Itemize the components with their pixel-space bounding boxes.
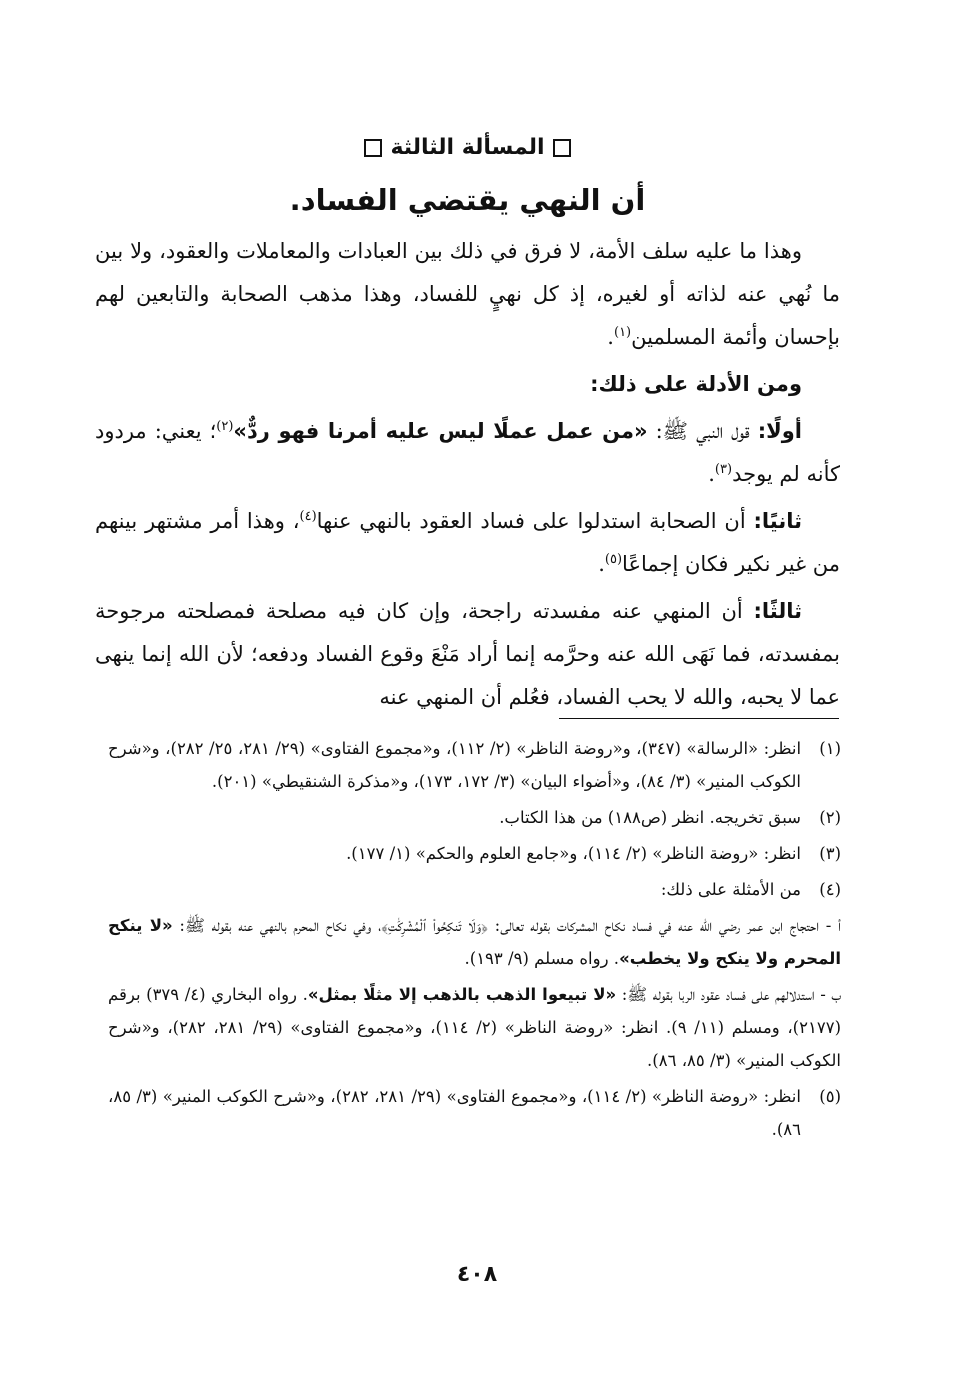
footnote-number: (١) [819, 739, 841, 758]
footnote-number: (٢) [819, 808, 841, 827]
section-label-text: المسألة الثالثة [390, 135, 545, 160]
footnote-text: سبق تخريجه. انظر (ص١٨٨) من هذا الكتاب. [499, 808, 801, 827]
main-text [95, 128, 840, 723]
footnote-number: (٣) [819, 844, 841, 863]
second-label: ثانيًا: [753, 509, 803, 533]
footnote-subitem [108, 978, 841, 1077]
first-label: أولًا: [757, 419, 802, 443]
subitem-hadith: «لا تبيعوا الذهب بالذهب إلا مثلًا بمثل» [307, 985, 617, 1004]
footnote-text: انظر: «الرسالة» (٣٤٧)، و«روضة الناظر» (٢/ ١١٢)، و«مجموع الفتاوى» (٢٩/ ٢٨١، ٢٥/ ٢٨٢)، و«شرح الكوكب المنير» (٣/ ٨٤)، و«أضواء البيان» (٣/ ١٧٢، ١٧٣)، و«مذكرة الشنقيطي» (٢٠١). [108, 739, 802, 791]
subitem-hadith: «لا ينكح المحرم ولا ينكح ولا يخطب» [108, 916, 841, 968]
footnote-item [108, 801, 841, 834]
subitem-text: ب - استدلالهم على فساد عقود الربا بقوله ﷺ: [616, 985, 842, 1004]
footnote-number: (٤) [819, 880, 841, 899]
evidence-heading: ومن الأدلة على ذلك: [590, 372, 802, 396]
subitem-text: أ - احتجاج ابن عمر رضي الله عنه في فساد نكاح المشركات بقوله تعالى: ﴿وَلَا تَنكِحُوا۟ ٱلْمُشْرِكَٰتِ﴾، وفي نكاح المحرم بالنهي عنه بقوله ﷺ: [172, 916, 841, 935]
third-evidence [95, 590, 840, 719]
first-hadith: «من عمل عملًا ليس عليه أمرنا فهو ردٌّ» [233, 419, 648, 443]
square-bullet-icon [553, 139, 571, 157]
footnote-ref: (٤) [299, 509, 317, 524]
second-evidence [95, 500, 840, 586]
footnote-item [108, 837, 841, 870]
subitem-end: . رواه مسلم (٩/ ١٩٣). [464, 949, 620, 968]
intro-text: وهذا ما عليه سلف الأمة، لا فرق في ذلك بين العبادات والمعاملات والعقود، ولا بين ما نُهي عنه لذاته أو لغيره، إذ كل نهيٍ للفساد، وهذا مذهب الصحابة والتابعين لهم بإحسان وأئمة المسلمين [95, 239, 840, 349]
footnote-divider [559, 718, 839, 719]
second-end: . [598, 552, 605, 576]
intro-paragraph [95, 230, 840, 359]
square-bullet-icon [364, 139, 382, 157]
footnote-ref: (٥) [604, 552, 623, 567]
third-label: ثالثًا: [753, 599, 802, 623]
third-text: أن المنهي عنه مفسدته راجحة، وإن كان فيه مصلحة فمصلحته مرجوحة بمفسدته، فما نَهَى الله عنه وحرَّمه إنما أراد مَنْعَ وقوع الفساد ودفعه؛ لأن الله إنما ينهى عما لا يحبه، والله لا يحب الفساد، فعُلم أن المنهي عنه [95, 599, 840, 709]
footnote-text: من الأمثلة على ذلك: [660, 880, 801, 899]
footnote-number: (٥) [819, 1087, 841, 1106]
footnote-text: انظر: «روضة الناظر» (٢/ ١١٤)، و«جامع العلوم والحكم» (١/ ١٧٧). [346, 844, 801, 863]
page-title: أن النهي يقتضي الفساد. [289, 183, 646, 217]
footnote-item [108, 873, 841, 906]
subitem-end: . رواه البخاري (٤/ ٣٧٩) برقم (٢١٧٧)، ومسلم (١١/ ٩). انظر: «روضة الناظر» (٢/ ١١٤)، و«مجموع الفتاوى» (٢٩/ ٢٨١، ٢٨٢)، و«شرح الكوكب المنير» (٣/ ٨٥، ٨٦). [108, 985, 842, 1070]
first-text: قول النبي ﷺ: [647, 419, 758, 443]
first-rest: ؛ يعني: مردود كأنه لم يوجد [95, 419, 840, 486]
footnote-text: انظر: «روضة الناظر» (٢/ ١١٤)، و«مجموع الفتاوى» (٢٩/ ٢٨١، ٢٨٢)، و«شرح الكوكب المنير» (٣/ ٨٥، ٨٦). [108, 1087, 801, 1139]
section-label [95, 128, 840, 168]
footnote-item [108, 1080, 841, 1146]
second-rest: ، وهذا أمر مشتهر بينهم من غير نكير فكان إجماعًا [95, 509, 840, 576]
first-evidence [95, 410, 840, 496]
footnote-ref: (٢) [216, 419, 234, 434]
page-number: ٤٠٨ [456, 1262, 498, 1287]
second-text: أن الصحابة استدلوا على فساد العقود بالنهي عنها [316, 509, 754, 533]
intro-end: . [607, 325, 614, 349]
footnote-subitem [108, 909, 841, 975]
footnotes [108, 732, 841, 1149]
first-end: . [708, 462, 715, 486]
footnote-ref: (١) [613, 325, 632, 340]
footnote-ref: (٣) [714, 462, 733, 477]
footnote-item [108, 732, 841, 798]
